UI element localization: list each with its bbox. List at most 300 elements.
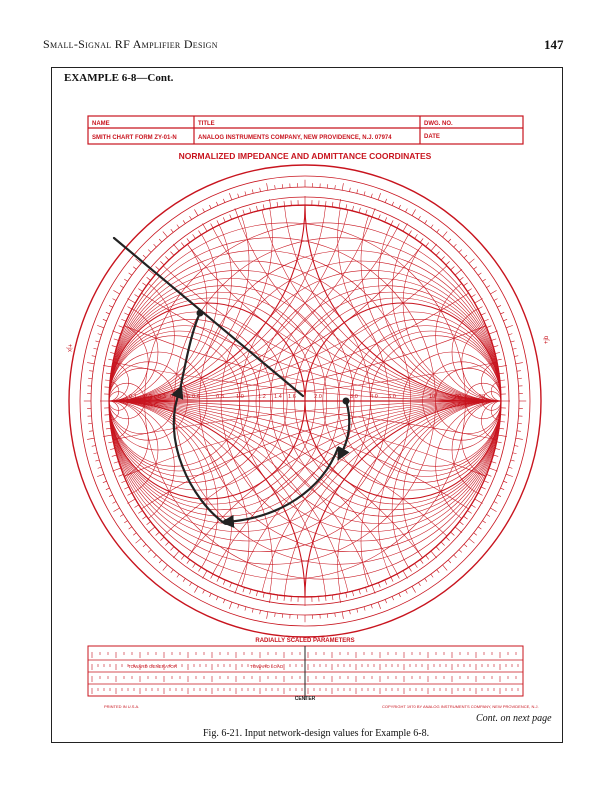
ring-tick bbox=[209, 205, 211, 209]
ring-tick bbox=[506, 474, 513, 476]
ring-tick bbox=[503, 481, 507, 482]
ring-tick bbox=[385, 580, 387, 585]
ring-tick bbox=[437, 229, 439, 232]
ring-tick bbox=[403, 223, 408, 231]
ring-tick bbox=[269, 594, 271, 603]
ring-tick bbox=[138, 511, 142, 514]
ring-tick bbox=[486, 285, 489, 287]
ring-tick bbox=[397, 224, 399, 228]
ring-tick bbox=[114, 462, 119, 464]
ring-tick bbox=[260, 610, 261, 614]
ring-tick bbox=[267, 183, 268, 190]
ring-tick bbox=[177, 574, 179, 577]
ring-tick bbox=[415, 563, 418, 567]
ring-tick bbox=[93, 348, 97, 349]
ring-tick bbox=[165, 542, 168, 546]
ring-tick bbox=[478, 527, 481, 529]
ring-tick bbox=[385, 599, 386, 603]
ring-tick bbox=[412, 209, 416, 215]
date-label: DATE bbox=[424, 134, 440, 140]
ring-tick bbox=[127, 499, 135, 504]
ring-tick bbox=[245, 191, 246, 195]
ring-tick bbox=[500, 380, 505, 381]
ring-tick bbox=[491, 462, 496, 464]
grid-circle bbox=[0, 401, 606, 800]
ring-tick bbox=[269, 199, 271, 208]
ring-tick bbox=[93, 453, 97, 454]
ring-tick bbox=[437, 570, 439, 573]
ring-tick bbox=[193, 234, 196, 238]
ring-tick bbox=[216, 202, 218, 206]
ring-tick bbox=[475, 299, 483, 304]
ring-tick bbox=[511, 460, 515, 461]
ring-tick bbox=[148, 550, 151, 553]
ring-tick bbox=[160, 537, 164, 540]
ring-tick bbox=[464, 516, 468, 519]
ring-tick bbox=[211, 224, 213, 228]
r-label: 10 bbox=[428, 394, 436, 400]
grid-circle bbox=[0, 401, 599, 800]
scales-block bbox=[88, 638, 539, 709]
ring-tick bbox=[183, 578, 185, 581]
r-label: 0.4 bbox=[170, 394, 178, 400]
ring-tick bbox=[98, 467, 102, 468]
ring-tick bbox=[209, 593, 211, 597]
ring-tick bbox=[198, 231, 201, 235]
ring-tick bbox=[113, 501, 117, 503]
ring-tick bbox=[106, 312, 110, 314]
ring-tick bbox=[103, 319, 107, 320]
ring-tick bbox=[431, 225, 433, 228]
ring-tick bbox=[371, 605, 372, 609]
ring-tick bbox=[203, 571, 208, 579]
r-label: 0.5 bbox=[182, 394, 190, 400]
ring-tick bbox=[325, 201, 326, 206]
ring-tick bbox=[464, 255, 467, 258]
ring-tick bbox=[128, 307, 132, 309]
continued-note: Cont. on next page bbox=[476, 713, 552, 724]
ring-tick bbox=[203, 590, 205, 594]
ring-tick bbox=[509, 467, 513, 468]
r-label: 3.0 bbox=[350, 394, 358, 400]
ring-tick bbox=[418, 582, 420, 585]
ring-tick bbox=[478, 307, 482, 309]
dwg-label: DWG. NO. bbox=[424, 121, 453, 127]
ring-tick bbox=[459, 250, 462, 253]
ring-tick bbox=[497, 495, 501, 497]
ring-tick bbox=[223, 199, 224, 203]
ring-tick bbox=[349, 188, 350, 192]
ring-tick bbox=[359, 589, 360, 594]
ring-tick bbox=[335, 185, 336, 189]
ring-tick bbox=[243, 587, 245, 592]
ring-tick bbox=[469, 539, 475, 544]
r-label: 4.0 bbox=[370, 394, 378, 400]
ring-tick bbox=[252, 189, 253, 193]
ring-tick bbox=[183, 220, 185, 223]
ring-tick bbox=[517, 431, 521, 432]
ring-tick bbox=[426, 555, 429, 559]
ring-tick bbox=[497, 359, 502, 360]
ring-tick bbox=[163, 232, 168, 238]
ring-tick bbox=[275, 613, 276, 617]
ring-tick bbox=[425, 220, 427, 223]
ring-tick bbox=[325, 596, 326, 601]
ring-tick bbox=[494, 501, 498, 503]
ring-tick bbox=[148, 527, 155, 533]
r-label: 0.8 bbox=[216, 394, 224, 400]
grid-circle bbox=[0, 0, 389, 401]
r-label: 1.2 bbox=[258, 394, 266, 400]
ring-tick bbox=[474, 533, 477, 535]
ring-tick bbox=[103, 435, 112, 437]
ring-tick bbox=[211, 574, 213, 578]
ring-tick bbox=[392, 202, 394, 206]
ring-tick bbox=[431, 244, 437, 251]
ring-tick bbox=[418, 216, 420, 219]
ring-tick bbox=[138, 289, 142, 292]
ring-tick bbox=[412, 586, 416, 592]
ring-tick bbox=[284, 596, 285, 601]
ring-tick bbox=[403, 571, 408, 579]
ring-tick bbox=[110, 448, 115, 449]
ring-tick bbox=[385, 217, 387, 222]
ring-tick bbox=[378, 602, 380, 609]
ring-tick bbox=[357, 609, 358, 613]
ring-tick bbox=[113, 290, 119, 294]
ring-tick bbox=[92, 356, 96, 357]
point-a bbox=[197, 310, 204, 317]
grid-circle bbox=[11, 205, 207, 401]
ring-tick bbox=[484, 319, 489, 321]
ring-tick bbox=[105, 380, 110, 381]
ring-tick bbox=[366, 210, 368, 215]
ring-tick bbox=[173, 244, 179, 251]
ring-tick bbox=[160, 261, 164, 264]
ring-tick bbox=[165, 256, 168, 260]
form-text: SMITH CHART FORM ZY-01-N bbox=[92, 135, 177, 141]
left-marker: +jx bbox=[66, 344, 72, 352]
ring-tick bbox=[499, 373, 504, 374]
ring-tick bbox=[455, 527, 462, 533]
ring-tick bbox=[106, 373, 111, 374]
page-number: 147 bbox=[544, 37, 564, 52]
ring-tick bbox=[87, 438, 94, 439]
ring-tick bbox=[443, 565, 448, 571]
grid-circle bbox=[0, 9, 305, 401]
ring-tick bbox=[120, 514, 123, 516]
ring-tick bbox=[124, 279, 127, 281]
r-label: 0.3 bbox=[158, 394, 166, 400]
toward-generator: TOWARD GENERATOR bbox=[128, 664, 178, 669]
ring-tick bbox=[500, 488, 504, 490]
ring-tick bbox=[223, 580, 225, 585]
ring-tick bbox=[392, 596, 394, 600]
ring-tick bbox=[499, 428, 504, 429]
grid-circle bbox=[0, 0, 354, 401]
ring-tick bbox=[97, 474, 104, 476]
grid-circle bbox=[109, 401, 606, 800]
ring-tick bbox=[112, 468, 120, 471]
ring-tick bbox=[378, 215, 380, 220]
ring-tick bbox=[467, 511, 471, 514]
arc-right bbox=[340, 401, 349, 456]
ring-tick bbox=[495, 352, 500, 353]
ring-tick bbox=[346, 593, 347, 598]
ring-tick bbox=[448, 560, 451, 563]
ring-tick bbox=[103, 365, 112, 367]
ring-tick bbox=[506, 325, 513, 327]
ring-tick bbox=[455, 269, 462, 275]
grid-circle bbox=[403, 401, 599, 597]
ring-tick bbox=[110, 352, 115, 353]
ring-tick bbox=[98, 334, 102, 335]
ring-tick bbox=[352, 591, 353, 596]
ring-tick bbox=[459, 522, 463, 525]
ring-tick bbox=[454, 555, 457, 558]
grid-circle bbox=[403, 205, 599, 401]
grid-circle bbox=[338, 401, 606, 728]
ring-tick bbox=[105, 421, 110, 422]
ring-tick bbox=[436, 547, 439, 551]
ring-tick bbox=[349, 610, 350, 614]
ring-tick bbox=[474, 267, 477, 269]
r-label: 5.0 bbox=[388, 394, 396, 400]
ring-tick bbox=[136, 539, 142, 544]
grid-circle bbox=[0, 401, 606, 800]
ring-tick bbox=[378, 193, 380, 200]
ring-tick bbox=[420, 560, 423, 564]
ring-tick bbox=[397, 574, 399, 578]
ring-tick bbox=[143, 544, 146, 547]
ring-tick bbox=[245, 607, 246, 611]
chart-heading: NORMALIZED IMPEDANCE AND ADMITTANCE COORDINATES bbox=[178, 151, 432, 161]
r-label: 0.6 bbox=[192, 394, 200, 400]
ring-tick bbox=[87, 363, 94, 364]
ring-tick bbox=[267, 612, 268, 619]
ring-tick bbox=[89, 431, 93, 432]
name-label: NAME bbox=[92, 121, 110, 127]
ring-tick bbox=[135, 505, 139, 508]
ring-tick bbox=[431, 551, 437, 558]
ring-tick bbox=[405, 590, 407, 594]
ring-tick bbox=[481, 313, 485, 315]
ring-tick bbox=[147, 522, 151, 525]
ring-tick bbox=[230, 583, 232, 588]
ring-tick bbox=[497, 442, 502, 443]
ring-tick bbox=[482, 279, 485, 281]
ring-tick bbox=[391, 220, 393, 224]
ring-tick bbox=[223, 217, 225, 222]
ring-tick bbox=[475, 499, 483, 504]
ring-tick bbox=[443, 232, 448, 238]
ring-tick bbox=[359, 208, 360, 213]
ring-tick bbox=[284, 201, 285, 206]
ring-tick bbox=[95, 341, 99, 342]
toward-load: TOWARD LOAD bbox=[250, 664, 284, 669]
ring-tick bbox=[426, 243, 429, 247]
ring-tick bbox=[119, 326, 124, 328]
ring-tick bbox=[482, 521, 485, 523]
ring-tick bbox=[121, 481, 126, 483]
ring-tick bbox=[459, 277, 463, 280]
ring-tick bbox=[95, 460, 99, 461]
ring-tick bbox=[129, 527, 132, 529]
grid-circle bbox=[0, 401, 606, 800]
ring-tick bbox=[487, 326, 492, 328]
ring-tick bbox=[198, 567, 201, 571]
ring-tick bbox=[467, 289, 471, 292]
ring-tick bbox=[436, 252, 439, 256]
ring-tick bbox=[243, 210, 245, 215]
ring-tick bbox=[513, 453, 517, 454]
grid-circle bbox=[0, 0, 599, 401]
ring-tick bbox=[187, 238, 190, 242]
ring-tick bbox=[489, 468, 497, 471]
ring-tick bbox=[352, 206, 353, 211]
ring-tick bbox=[133, 267, 136, 269]
ring-tick bbox=[194, 209, 198, 215]
ring-tick bbox=[431, 574, 433, 577]
ring-tick bbox=[459, 550, 462, 553]
ring-tick bbox=[498, 435, 507, 437]
ring-tick bbox=[478, 493, 482, 495]
ring-tick bbox=[143, 255, 146, 258]
r-label: 1.4 bbox=[274, 394, 282, 400]
ring-tick bbox=[119, 474, 124, 476]
ring-tick bbox=[223, 599, 224, 603]
r-label: 1.6 bbox=[288, 394, 296, 400]
ring-tick bbox=[516, 438, 523, 439]
ring-tick bbox=[256, 591, 257, 596]
ring-tick bbox=[517, 371, 521, 372]
grid-circle bbox=[0, 401, 606, 800]
ring-tick bbox=[454, 244, 457, 247]
ring-tick bbox=[484, 481, 489, 483]
ring-tick bbox=[339, 594, 341, 603]
ring-tick bbox=[189, 216, 191, 219]
ring-tick bbox=[494, 299, 498, 301]
point-c bbox=[223, 519, 229, 525]
design-points bbox=[197, 310, 350, 526]
ring-tick bbox=[250, 208, 251, 213]
ring-tick bbox=[238, 605, 239, 609]
ring-tick bbox=[171, 252, 174, 256]
ring-tick bbox=[89, 371, 93, 372]
ring-tick bbox=[194, 586, 198, 592]
ring-tick bbox=[500, 312, 504, 314]
ring-tick bbox=[148, 250, 151, 253]
ring-tick bbox=[97, 325, 104, 327]
ring-tick bbox=[252, 609, 253, 613]
grid-circle bbox=[0, 401, 389, 800]
figure-caption: Fig. 6-21. Input network-design values for Example 6-8. bbox=[203, 728, 430, 739]
ring-tick bbox=[364, 191, 365, 195]
grid-circle bbox=[0, 401, 606, 800]
ring-tick bbox=[409, 231, 412, 235]
ring-tick bbox=[399, 593, 401, 597]
ring-tick bbox=[109, 495, 113, 497]
ring-tick bbox=[106, 428, 111, 429]
ring-tick bbox=[230, 215, 232, 220]
ring-tick bbox=[154, 244, 157, 247]
ring-tick bbox=[156, 267, 160, 270]
ring-tick bbox=[203, 209, 205, 213]
grid-circle bbox=[11, 401, 606, 800]
ring-tick bbox=[235, 585, 238, 593]
ring-tick bbox=[129, 273, 132, 275]
ring-tick bbox=[263, 593, 264, 598]
ring-tick bbox=[490, 290, 496, 294]
center-label: CENTER bbox=[294, 696, 316, 702]
ring-tick bbox=[464, 283, 468, 286]
ring-tick bbox=[171, 570, 173, 573]
ring-tick bbox=[511, 341, 515, 342]
title-label: TITLE bbox=[198, 121, 215, 127]
grid-circle bbox=[0, 401, 272, 728]
ring-tick bbox=[487, 474, 492, 476]
ring-tick bbox=[203, 223, 208, 231]
ring-tick bbox=[489, 331, 497, 334]
ring-tick bbox=[112, 455, 117, 456]
ring-tick bbox=[346, 204, 347, 209]
ring-tick bbox=[451, 267, 455, 270]
ring-tick bbox=[108, 359, 113, 360]
ring-tick bbox=[342, 183, 343, 190]
ring-tick bbox=[493, 346, 498, 347]
ring-tick bbox=[159, 239, 162, 242]
ring-tick bbox=[446, 261, 450, 264]
ring-tick bbox=[490, 508, 496, 512]
grid-circle bbox=[221, 401, 606, 800]
ring-tick bbox=[409, 567, 412, 571]
ring-tick bbox=[441, 256, 444, 260]
right-marker: +jb bbox=[544, 335, 550, 344]
resistance-labels bbox=[129, 394, 485, 400]
grid-circle bbox=[11, 401, 207, 597]
ring-tick bbox=[238, 194, 239, 198]
ring-tick bbox=[385, 199, 386, 203]
ring-tick bbox=[112, 331, 120, 334]
ring-tick bbox=[464, 544, 467, 547]
r-label: 0.2 bbox=[144, 394, 152, 400]
running-head: Small-Signal RF Amplifier Design bbox=[43, 37, 218, 51]
ring-tick bbox=[332, 595, 333, 600]
point-b bbox=[343, 398, 350, 405]
ring-tick bbox=[124, 313, 128, 315]
ring-tick bbox=[339, 199, 341, 208]
grid-circle bbox=[109, 0, 606, 401]
ring-tick bbox=[128, 493, 132, 495]
ring-tick bbox=[503, 319, 507, 320]
ring-tick bbox=[498, 365, 507, 367]
ring-tick bbox=[256, 206, 257, 211]
ring-tick bbox=[142, 283, 146, 286]
ring-tick bbox=[446, 537, 450, 540]
ring-tick bbox=[335, 613, 336, 617]
ring-tick bbox=[364, 607, 365, 611]
grid-circle bbox=[0, 74, 272, 401]
ring-tick bbox=[171, 229, 173, 232]
ring-tick bbox=[124, 521, 127, 523]
ring-tick bbox=[366, 587, 368, 592]
ring-tick bbox=[514, 445, 518, 446]
ring-tick bbox=[469, 259, 475, 264]
ring-tick bbox=[216, 596, 218, 600]
ring-tick bbox=[491, 339, 496, 341]
ring-tick bbox=[405, 209, 407, 213]
ring-tick bbox=[114, 339, 119, 341]
